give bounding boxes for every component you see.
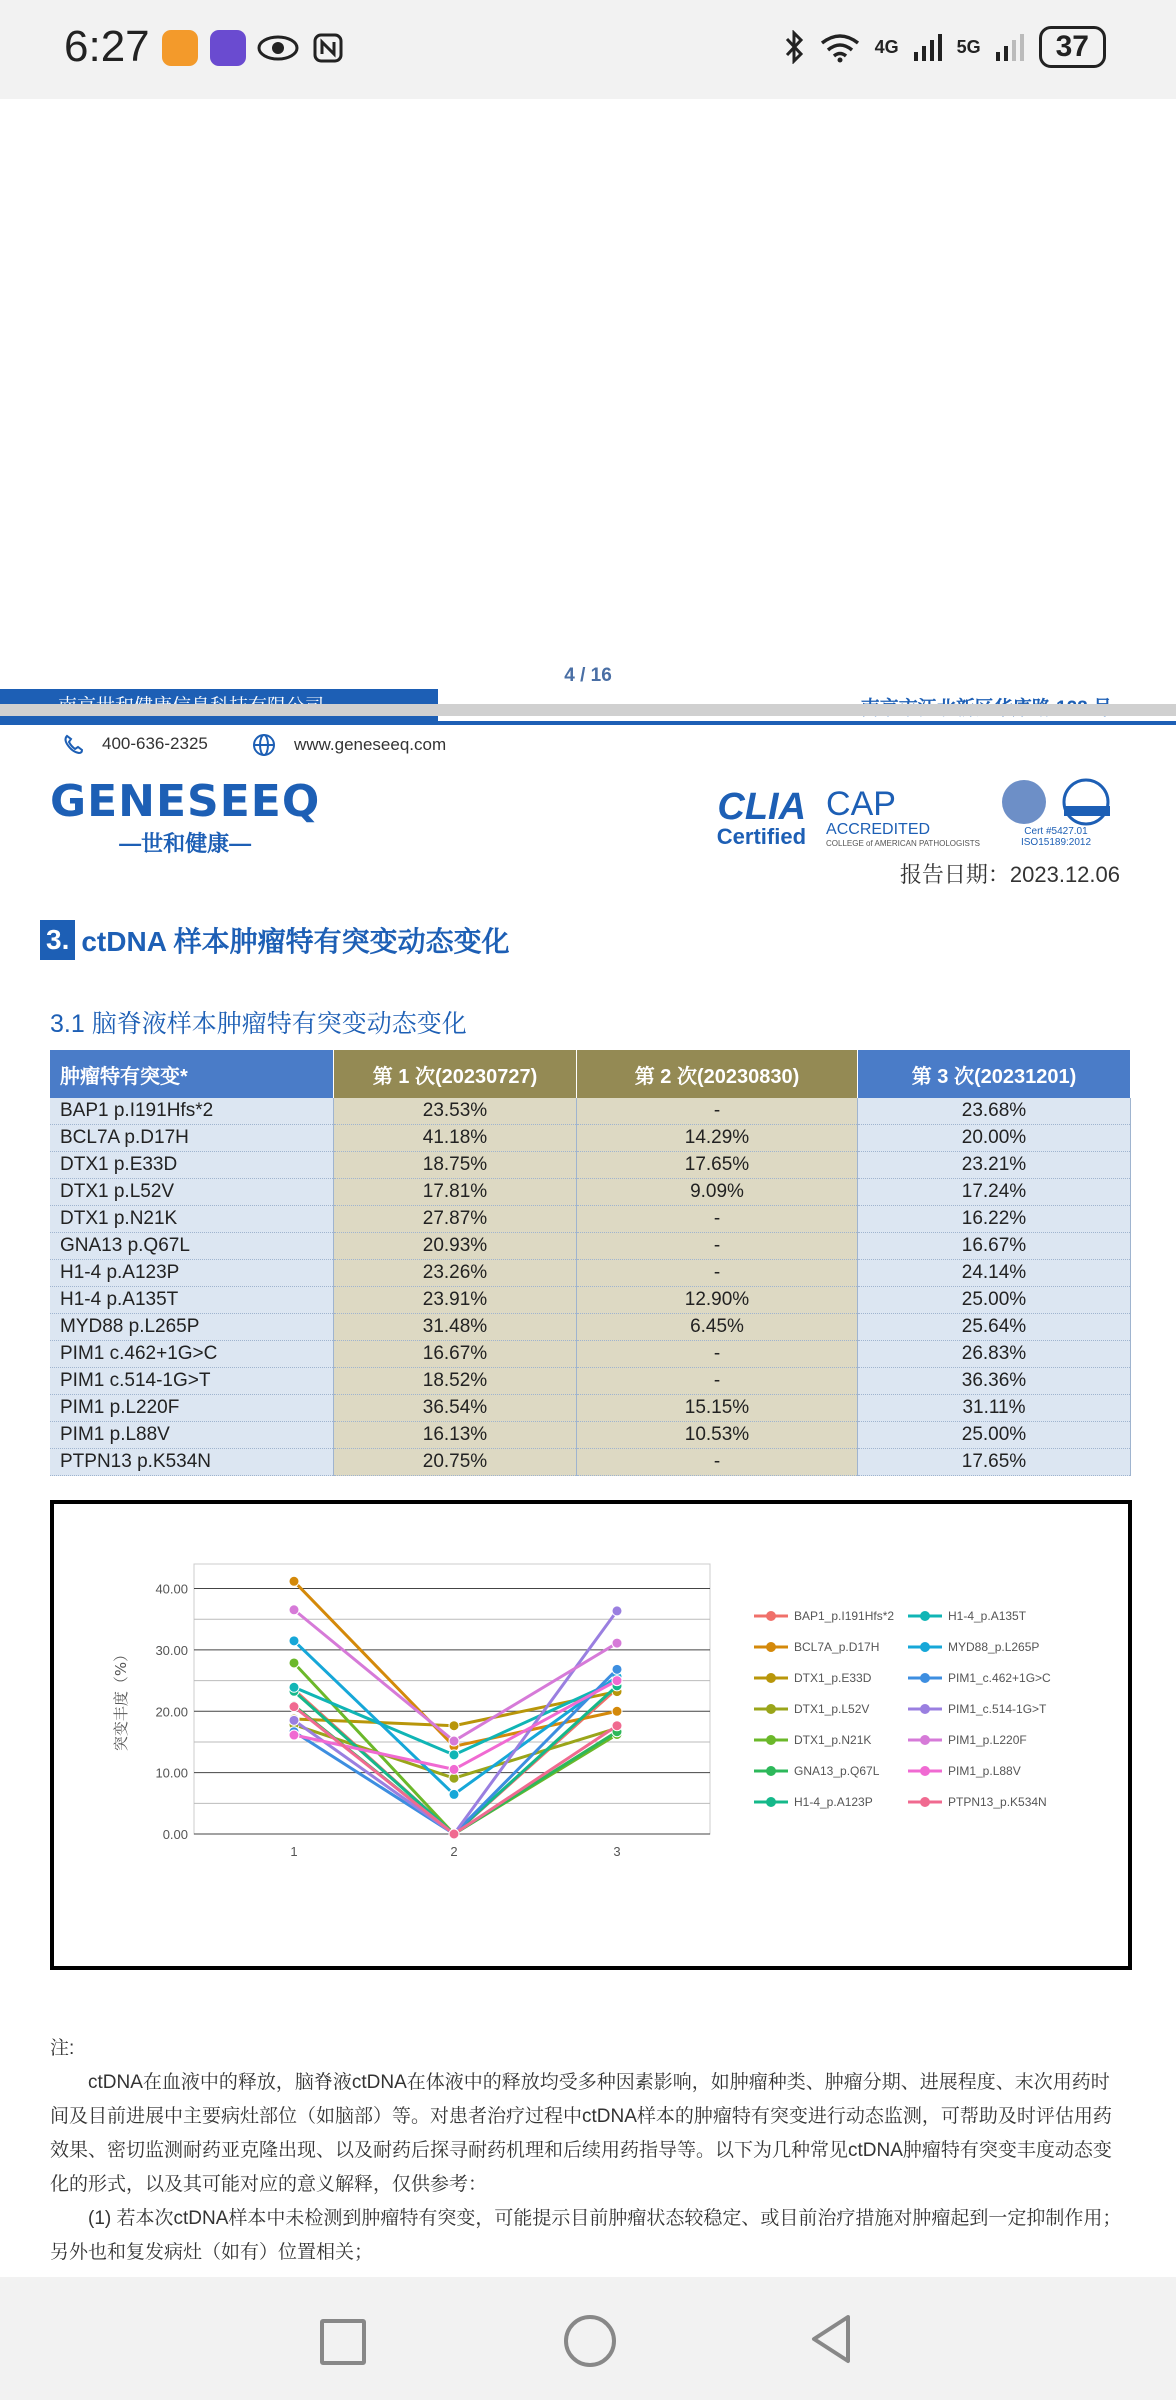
y-tick-label: 0.00 [162,1827,188,1842]
legend-marker [920,1766,930,1776]
data-point [289,1636,299,1646]
legend-marker [766,1735,776,1745]
frequency-cell: 17.81% [334,1179,577,1206]
signal-4g-icon [913,32,943,62]
legend-label: PIM1_p.L220F [948,1733,1027,1747]
recent-apps-button[interactable] [320,2319,366,2365]
globe-icon [252,733,276,757]
data-point [612,1606,622,1616]
frequency-cell: 9.09% [577,1179,858,1206]
frequency-cell: 20.75% [334,1449,577,1476]
clia-title: CLIA [717,786,807,828]
y-tick-label: 30.00 [155,1642,188,1658]
legend-marker [920,1642,930,1652]
page-divider [0,704,1176,716]
data-point [449,1789,459,1799]
mutation-name-cell: H1-4 p.A135T [50,1287,334,1314]
nfc-icon [312,32,344,64]
x-tick-label: 2 [450,1844,458,1859]
frequency-cell: - [577,1368,858,1395]
table-row [50,1449,1131,1476]
frequency-cell: - [577,1260,858,1287]
mutation-name-cell: PTPN13 p.K534N [50,1449,334,1476]
website-contact [252,733,446,757]
page-number: 4 / 16 [564,665,612,686]
legend-label: GNA13_p.Q67L [794,1764,880,1778]
data-point [612,1638,622,1648]
frequency-cell: 16.22% [858,1206,1131,1233]
ilac-cert-number: Cert #5427.01 [1024,826,1088,837]
y-tick-label: 40.00 [155,1581,188,1597]
table-row [50,1206,1131,1233]
legend-marker [920,1611,930,1621]
frequency-cell: 41.18% [334,1125,577,1152]
legend-label: H1-4_p.A123P [794,1795,873,1809]
mutation-name-cell: H1-4 p.A123P [50,1260,334,1287]
frequency-cell: 25.00% [858,1422,1131,1449]
frequency-cell: 25.00% [858,1287,1131,1314]
certifications [717,778,1112,848]
legend-marker [766,1704,776,1714]
frequency-cell: 23.68% [858,1098,1131,1125]
x-tick-label: 3 [613,1844,621,1859]
data-point [449,1829,459,1839]
logo-text: GENESEEQ [50,776,321,827]
table-header-visit3: 第 3 次(20231201) [858,1050,1131,1098]
cap-title: CAP [826,785,896,823]
table-row [50,1125,1131,1152]
legend-label: MYD88_p.L265P [948,1640,1040,1654]
y-axis-label: 突变丰度（%） [112,1646,130,1752]
data-point [449,1750,459,1760]
x-tick-label: 1 [290,1844,298,1859]
clia-certified: Certified [716,824,807,849]
frequency-cell: - [577,1341,858,1368]
data-point [289,1702,299,1712]
footer-divider [438,721,1176,725]
frequency-cell: 20.00% [858,1125,1131,1152]
frequency-cell: 26.83% [858,1341,1131,1368]
phone-number: 400-636-2325 [102,734,208,753]
legend-label: DTX1_p.N21K [794,1733,872,1747]
mutation-name-cell: MYD88 p.L265P [50,1314,334,1341]
table-row [50,1314,1131,1341]
frequency-cell: - [577,1449,858,1476]
table-row [50,1233,1131,1260]
table-row [50,1179,1131,1206]
mutation-name-cell: PIM1 c.462+1G>C [50,1341,334,1368]
data-point [289,1682,299,1692]
data-point [449,1736,459,1746]
legend-label: PIM1_c.462+1G>C [948,1671,1051,1685]
legend-label: BCL7A_p.D17H [794,1640,880,1654]
geneseeq-logo [50,776,320,858]
cap-college: COLLEGE of AMERICAN PATHOLOGISTS [826,839,980,848]
frequency-cell: 31.11% [858,1395,1131,1422]
legend-marker [766,1673,776,1683]
website-link[interactable]: www.geneseeq.com [294,735,447,754]
legend-label: H1-4_p.A135T [948,1609,1027,1623]
back-button[interactable] [808,2313,856,2365]
y-tick-label: 10.00 [155,1765,188,1781]
ilac-iso: ISO15189:2012 [1020,837,1092,848]
bluetooth-icon [783,30,805,64]
table-header-mutation: 肿瘤特有突变* [50,1050,334,1098]
frequency-cell: 24.14% [858,1260,1131,1287]
frequency-cell: 14.29% [577,1125,858,1152]
phone-icon [62,733,84,755]
frequency-cell: - [577,1233,858,1260]
table-header-visit1: 第 1 次(20230727) [334,1050,577,1098]
frequency-cell: 16.13% [334,1422,577,1449]
status-right [783,26,1106,68]
mutation-name-cell: PIM1 p.L220F [50,1395,334,1422]
data-point [612,1721,622,1731]
frequency-cell: 18.75% [334,1152,577,1179]
mutation-name-cell: DTX1 p.N21K [50,1206,334,1233]
frequency-cell: 23.53% [334,1098,577,1125]
table-row [50,1287,1131,1314]
data-point [289,1658,299,1668]
table-row [50,1152,1131,1179]
data-point [449,1764,459,1774]
frequency-cell: 20.93% [334,1233,577,1260]
frequency-cell: 23.26% [334,1260,577,1287]
legend-label: DTX1_p.L52V [794,1702,870,1716]
legend-label: PIM1_c.514-1G>T [948,1702,1047,1716]
legend-label: PIM1_p.L88V [948,1764,1021,1778]
home-button[interactable] [564,2315,616,2367]
legend-marker [920,1704,930,1714]
network-5g-label: 5G [956,36,981,57]
signal-5g-icon [995,32,1025,62]
section-title: ctDNA 样本肿瘤特有突变动态变化 [81,926,510,957]
mutation-table-body [50,1098,1131,1476]
mutation-name-cell: DTX1 p.E33D [50,1152,334,1179]
wifi-icon [819,31,861,63]
data-point [612,1706,622,1716]
frequency-cell: 17.65% [577,1152,858,1179]
mutation-name-cell: PIM1 p.L88V [50,1422,334,1449]
legend-label: PTPN13_p.K534N [948,1795,1047,1809]
ilac-logo [1000,778,1112,848]
frequency-cell: 12.90% [577,1287,858,1314]
note-paragraph-1: ctDNA在血液中的释放，脑脊液ctDNA在体液中的释放均受多种因素影响，如肿瘤种类、肿瘤分期、进展程度、末次用药时间及目前进展中主要病灶部位（如脑部）等。对患者治疗过程中ctDNA样本的肿瘤特有突变进行动态监测，可帮助及时评估用药效果、密切监测耐药亚克隆出现、以及耐药后探寻耐药机理和后续用药指导等。以下为几种常见ctDNA肿瘤特有突变丰度动态变化的形式，以及其可能对应的意义解释，仅供参考： [50,2072,1112,2195]
notes [50,2032,1126,2270]
health-app-icon [162,30,198,66]
note-paragraph-2: (1) 若本次ctDNA样本中未检测到肿瘤特有突变，可能提示目前肿瘤状态较稳定、或目前治疗措施对肿瘤起到一定抑制作用；另外也和复发病灶（如有）位置相关； [50,2208,1122,2263]
legend-marker [766,1611,776,1621]
table-row [50,1260,1131,1287]
legend-marker [920,1797,930,1807]
frequency-cell: 17.24% [858,1179,1131,1206]
frequency-cell: 36.54% [334,1395,577,1422]
section-number: 3. [40,920,75,960]
data-point [289,1605,299,1615]
mutation-name-cell: BAP1 p.I191Hfs*2 [50,1098,334,1125]
frequency-cell: 31.48% [334,1314,577,1341]
mutation-name-cell: BCL7A p.D17H [50,1125,334,1152]
frequency-cell: 16.67% [334,1341,577,1368]
legend-marker [766,1797,776,1807]
frequency-cell: 17.65% [858,1449,1131,1476]
data-point [289,1715,299,1725]
frequency-cell: 23.91% [334,1287,577,1314]
table-row [50,1422,1131,1449]
phone-contact [62,733,208,755]
legend-marker [766,1642,776,1652]
frequency-cell: 23.21% [858,1152,1131,1179]
logo-subtitle: —世和健康— [119,831,252,856]
legend-marker [920,1735,930,1745]
mutation-name-cell: PIM1 c.514-1G>T [50,1368,334,1395]
frequency-cell: - [577,1098,858,1125]
data-point [289,1576,299,1586]
chart-frame [50,1500,1132,1970]
frequency-cell: 18.52% [334,1368,577,1395]
status-bar [0,0,1176,99]
frequency-cell: 15.15% [577,1395,858,1422]
frequency-cell: 6.45% [577,1314,858,1341]
frequency-cell: 16.67% [858,1233,1131,1260]
status-time: 6:27 [64,22,150,71]
ilac-seal-icon [1000,778,1112,826]
data-point [449,1721,459,1731]
frequency-cell: 27.87% [334,1206,577,1233]
data-point [289,1730,299,1740]
note-label: 注: [50,2038,75,2059]
navigation-bar [0,2277,1176,2400]
battery-level: 37 [1039,26,1106,68]
table-header-visit2: 第 2 次(20230830) [577,1050,858,1098]
previous-page-footer [0,99,1176,754]
frequency-cell: 36.36% [858,1368,1131,1395]
mutation-table [50,1050,1131,1476]
data-point [612,1676,622,1686]
subsection-title: 3.1 脑脊液样本肿瘤特有突变动态变化 [50,1010,467,1038]
table-row [50,1395,1131,1422]
y-tick-label: 20.00 [155,1704,188,1720]
frequency-cell: 25.64% [858,1314,1131,1341]
mutation-name-cell: DTX1 p.L52V [50,1179,334,1206]
legend-marker [766,1766,776,1776]
legend-marker [920,1673,930,1683]
table-row [50,1098,1131,1125]
sticker-app-icon [210,30,246,66]
section-heading [40,920,510,960]
cap-logo [826,787,980,848]
network-4g-label: 4G [874,36,899,57]
frequency-cell: 10.53% [577,1422,858,1449]
cap-accredited: ACCREDITED [826,821,931,838]
mutation-name-cell: GNA13 p.Q67L [50,1233,334,1260]
clia-logo [717,788,806,848]
legend-label: BAP1_p.I191Hfs*2 [794,1609,895,1623]
eye-icon [256,34,300,62]
frequency-cell: - [577,1206,858,1233]
table-row [50,1368,1131,1395]
report-date: 报告日期：2023.12.06 [899,862,1120,887]
data-point [612,1664,622,1674]
table-row [50,1341,1131,1368]
mutation-trend-chart [54,1504,1128,1966]
legend-label: DTX1_p.E33D [794,1671,872,1685]
